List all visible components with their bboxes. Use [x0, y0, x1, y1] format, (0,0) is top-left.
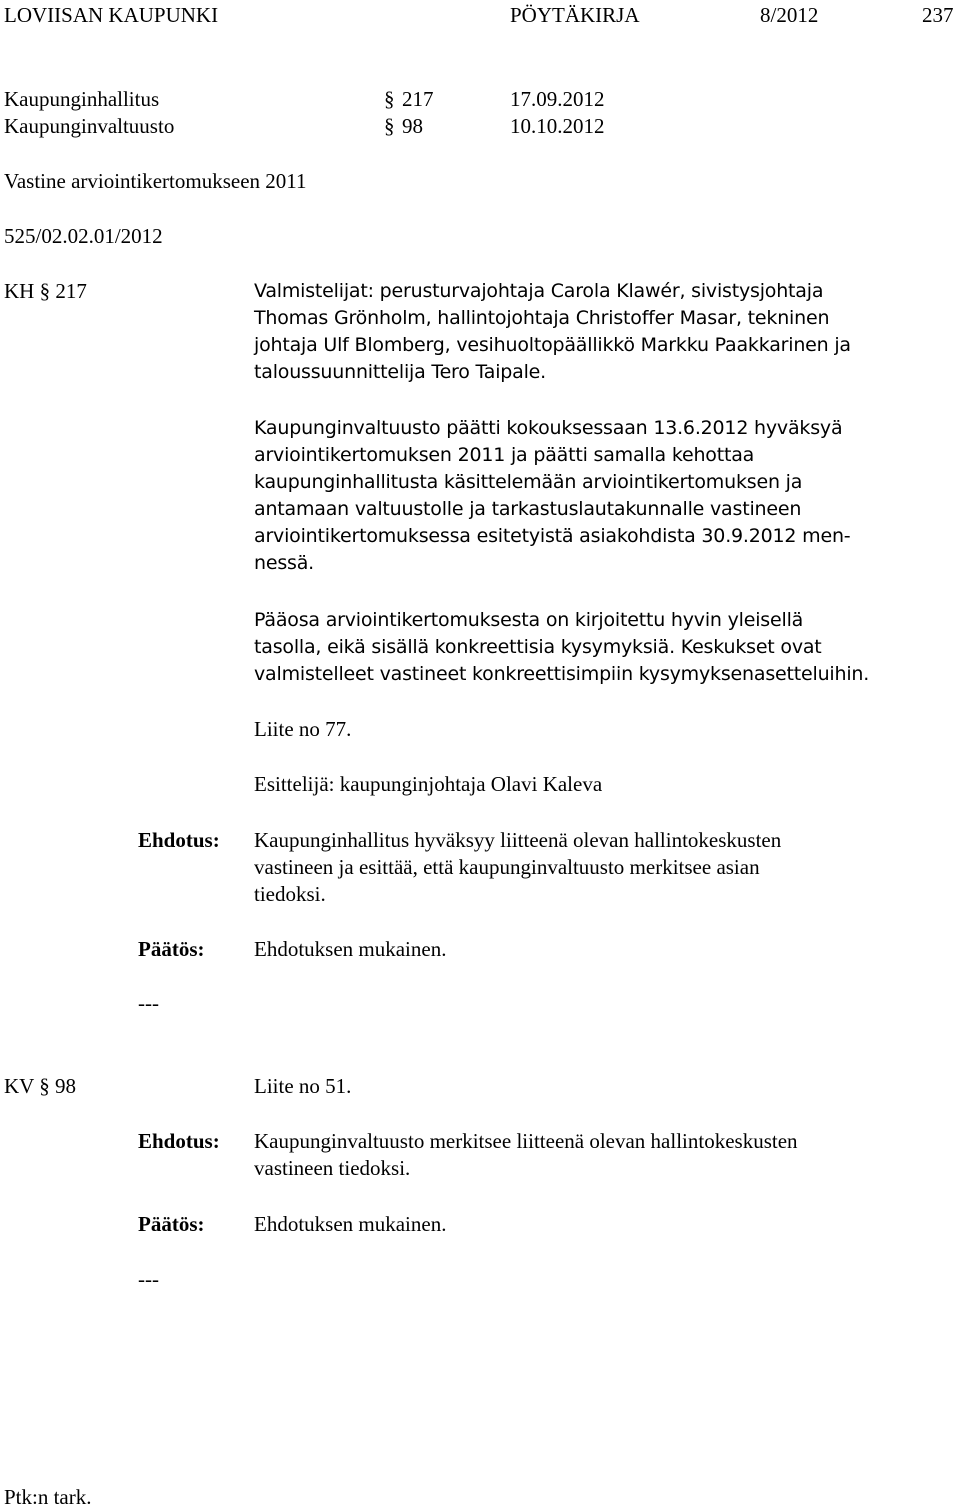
paragraph-line: nessä.: [254, 552, 315, 574]
paragraph-line: antamaan valtuustolle ja tarkastuslautakunnalle vastineen: [254, 498, 802, 520]
paragraph-line: arviointikertomuksen 2011 ja päätti samalla kehottaa: [254, 444, 755, 466]
kv-reference: [4, 1073, 76, 1100]
section-sign: §: [39, 279, 51, 303]
kh-decision-label: Päätös:: [138, 937, 205, 961]
kh-presenter: Esittelijä: kaupunginjohtaja Olavi Kaleva: [254, 772, 603, 796]
section-sign: §: [39, 1074, 50, 1098]
paragraph-line: Pääosa arviointikertomuksesta on kirjoitettu hyvin yleisellä: [254, 609, 804, 631]
kh-separator: ---: [138, 991, 159, 1015]
kh-attachment: Liite no 77.: [254, 717, 352, 741]
kh-proposal-label: Ehdotus:: [138, 828, 220, 852]
preparers-line: johtaja Ulf Blomberg, vesihuoltopäällikkö Markku Paakkarinen ja: [254, 334, 851, 356]
kv-attachment: Liite no 51.: [254, 1074, 352, 1098]
header-doc-type: PÖYTÄKIRJA: [510, 3, 640, 27]
preparers-line: Thomas Grönholm, hallintojohtaja Christoffer Masar, tekninen: [254, 307, 830, 329]
kv-proposal: [254, 1128, 954, 1182]
proposal-line: tiedoksi.: [254, 882, 326, 906]
proposal-line: vastineen ja esittää, että kaupunginvaltuusto merkitsee asian: [254, 855, 760, 879]
preparers-line: Valmistelijat: perusturvajohtaja Carola Klawér, sivistysjohtaja: [254, 280, 824, 302]
kv-decision-label: Päätös:: [138, 1212, 205, 1236]
kv-decision: Ehdotuksen mukainen.: [254, 1212, 447, 1236]
proposal-line: vastineen tiedoksi.: [254, 1156, 411, 1180]
kh-reference: [4, 278, 87, 305]
kv-prefix: KV: [4, 1074, 34, 1098]
header-city: LOVIISAN KAUPUNKI: [4, 3, 219, 27]
paragraph-line: tasolla, eikä sisällä konkreettisia kysymyksiä. Keskukset ovat: [254, 636, 822, 658]
meeting-number-kh: 217: [402, 87, 434, 111]
paragraph-line: kaupunginhallitusta käsittelemään arviointikertomuksen ja: [254, 471, 803, 493]
kh-proposal: [254, 827, 954, 908]
paragraph-line: Kaupunginvaltuusto päätti kokouksessaan 13.6.2012 hyväksyä: [254, 417, 843, 439]
meeting-number-kv: 98: [402, 114, 423, 138]
section-sign: §: [384, 114, 395, 138]
meeting-date-kv: 10.10.2012: [510, 114, 605, 138]
subject-title: Vastine arviointikertomukseen 2011: [4, 169, 307, 193]
kh-number: 217: [55, 279, 87, 303]
meeting-body-kh: Kaupunginhallitus: [4, 87, 160, 111]
proposal-line: Kaupunginhallitus hyväksyy liitteenä olevan hallintokeskusten: [254, 828, 782, 852]
section-sign: §: [384, 87, 395, 111]
footer-signature-note: Ptk:n tark.: [4, 1485, 92, 1509]
paragraph-line: arviointikertomuksessa esitetyistä asiakohdista 30.9.2012 men-: [254, 525, 851, 547]
kh-decision: Ehdotuksen mukainen.: [254, 937, 447, 961]
kv-separator: ---: [138, 1267, 159, 1291]
header-doc-number: 8/2012: [760, 3, 819, 27]
kv-proposal-label: Ehdotus:: [138, 1129, 220, 1153]
preparers-line: taloussuunnittelija Tero Taipale.: [254, 361, 547, 383]
header-page-number: 237: [922, 3, 954, 27]
reference-number: 525/02.02.01/2012: [4, 224, 163, 248]
kh-paragraph-1: [254, 415, 954, 577]
proposal-line: Kaupunginvaltuusto merkitsee liitteenä olevan hallintokeskusten: [254, 1129, 798, 1153]
kh-prefix: KH: [4, 279, 35, 303]
kh-preparers: [254, 278, 954, 386]
kh-paragraph-2: [254, 607, 954, 688]
meeting-date-kh: 17.09.2012: [510, 87, 605, 111]
meeting-body-kv: Kaupunginvaltuusto: [4, 114, 175, 138]
paragraph-line: valmistelleet vastineet konkreettisimpiin kysymyksenasetteluihin.: [254, 663, 870, 685]
kv-number: 98: [54, 1074, 76, 1098]
